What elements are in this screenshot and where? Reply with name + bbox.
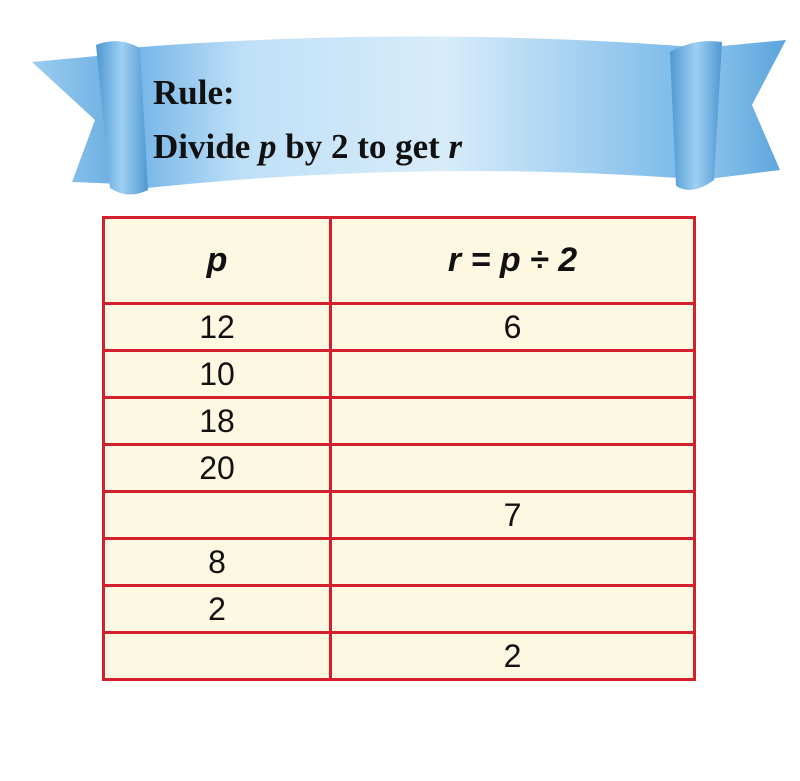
variable-p: p (258, 127, 277, 166)
table-header-row (104, 218, 695, 304)
cell-p (104, 492, 331, 539)
rule-heading: Rule: (153, 73, 235, 112)
cell-r: 7 (331, 492, 695, 539)
table-row (104, 351, 695, 398)
cell-r (331, 586, 695, 633)
cell-p: 20 (104, 445, 331, 492)
cell-r (331, 398, 695, 445)
cell-r (331, 445, 695, 492)
cell-p: 10 (104, 351, 331, 398)
cell-r: 6 (331, 304, 695, 351)
cell-r: 2 (331, 633, 695, 680)
cell-p: 8 (104, 539, 331, 586)
banner-right-curl (670, 41, 722, 190)
table-row (104, 586, 695, 633)
cell-r (331, 351, 695, 398)
cell-r (331, 539, 695, 586)
cell-p: 2 (104, 586, 331, 633)
cell-p: 12 (104, 304, 331, 351)
table-row (104, 304, 695, 351)
header-p: p (104, 218, 331, 304)
header-r: r = p ÷ 2 (331, 218, 695, 304)
table-row (104, 398, 695, 445)
table-row (104, 492, 695, 539)
cell-p (104, 633, 331, 680)
rule-text (153, 66, 462, 174)
table-row (104, 633, 695, 680)
cell-p: 18 (104, 398, 331, 445)
variable-r: r (448, 127, 463, 166)
rule-statement: Divide p by 2 to get r (153, 127, 463, 166)
table-row (104, 445, 695, 492)
table-row (104, 539, 695, 586)
input-output-table (102, 216, 696, 681)
